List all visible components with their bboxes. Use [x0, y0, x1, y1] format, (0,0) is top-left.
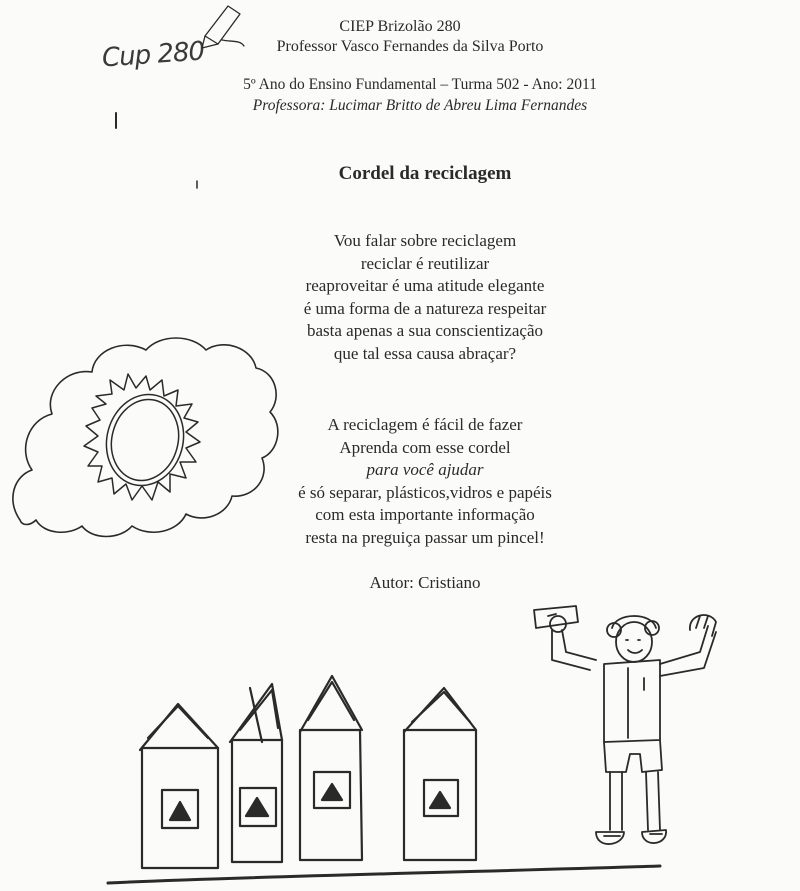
poem-line: reciclar é reutilizar	[360, 253, 490, 273]
class-info: 5º Ano do Ensino Fundamental – Turma 502 - Ano: 2011	[243, 76, 597, 93]
recycling-bin	[230, 684, 282, 862]
recycling-bin	[404, 688, 476, 860]
school-patron: Professor Vasco Fernandes da Silva Porto	[276, 38, 544, 55]
poem-line: é uma forma de a natureza respeitar	[303, 298, 547, 318]
school-name: CIEP Brizolão 280	[339, 18, 461, 35]
poem-line: resta na preguiça passar um pincel!	[305, 527, 545, 547]
teacher-name: Professora: Lucimar Britto de Abreu Lima Fernandes	[252, 97, 588, 114]
recycling-bin	[300, 676, 362, 860]
poem-line: é só separar, plásticos,vidros e papéis	[298, 482, 552, 502]
poem-line: reaproveitar é uma atitude elegante	[305, 276, 545, 296]
poem-line: para você ajudar	[366, 460, 484, 480]
poem-line: basta apenas a sua conscientização	[307, 321, 543, 341]
cloud-drawing	[13, 338, 278, 537]
child-figure	[534, 606, 716, 844]
pencil-icon	[202, 6, 244, 48]
poem-line: Aprenda com esse cordel	[339, 437, 511, 457]
poem-line: Vou falar sobre reciclagem	[333, 231, 517, 250]
poem-author: Autor: Cristiano	[369, 573, 481, 592]
poem-line: com esta importante informação	[315, 505, 535, 525]
poem-line: A reciclagem é fácil de fazer	[327, 415, 523, 434]
sun-icon	[84, 374, 200, 500]
poem-title: Cordel da reciclagem	[338, 163, 512, 184]
recycling-bin	[140, 704, 218, 868]
poem-line: que tal essa causa abraçar?	[333, 343, 517, 363]
handwritten-mark: Cup 280	[101, 36, 205, 74]
